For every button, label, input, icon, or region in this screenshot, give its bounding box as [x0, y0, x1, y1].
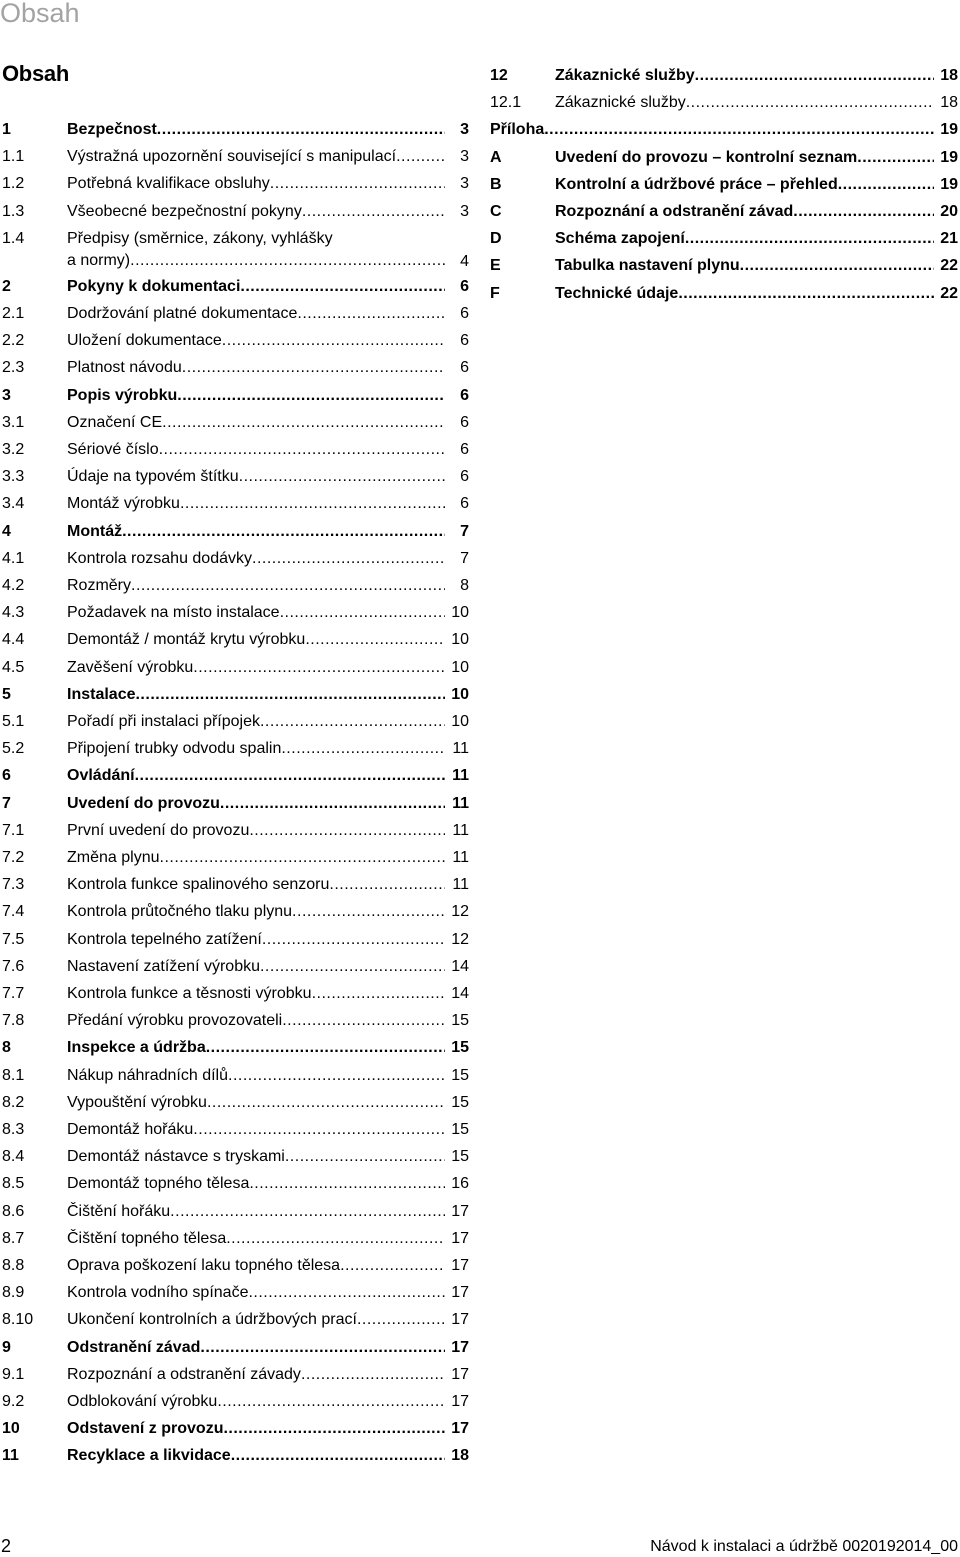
toc-entry-page: 6	[460, 413, 469, 431]
toc-entry-title: Rozpoznání a odstranění závad .....	[555, 198, 934, 225]
toc-entry-number: 8.6	[2, 1202, 25, 1220]
toc-entry-page: 16	[451, 1175, 469, 1193]
toc-entry-number: 8.9	[2, 1284, 25, 1302]
toc-entry[interactable]	[2, 1089, 469, 1116]
toc-entry-title: Demontáž / montáž krytu výrobku .....	[67, 626, 445, 653]
toc-entry-number: 1.4	[2, 229, 25, 247]
toc-entry-page: 6	[460, 441, 469, 458]
toc-entry-number: 7.1	[2, 821, 25, 839]
toc-entry-page: 18	[940, 67, 958, 84]
toc-entry-number: 1.3	[2, 202, 25, 220]
toc-entry-page: 22	[940, 257, 958, 275]
toc-entry-number: 2.1	[2, 305, 25, 322]
toc-entry-title: Zavěšení výrobku .....	[67, 654, 445, 681]
toc-entry-page: 17	[451, 1393, 469, 1410]
toc-entry-title: Požadavek na místo instalace .....	[67, 599, 445, 626]
toc-entry[interactable]	[2, 545, 469, 572]
toc-entry-number: C	[490, 203, 502, 220]
toc-entry[interactable]	[2, 436, 469, 463]
toc-entry-number: 5	[2, 685, 11, 703]
toc-entry[interactable]	[2, 518, 469, 545]
toc-entry-title: Oprava poškození laku topného tělesa .....	[67, 1252, 445, 1279]
toc-entry-number: 8.7	[2, 1229, 25, 1247]
toc-entry-title: Kontrola průtočného tlaku plynu .....	[67, 898, 445, 925]
toc-entry-title: Kontrola rozsahu dodávky .....	[67, 545, 445, 572]
toc-entry[interactable]	[2, 273, 469, 300]
toc-entry-page: 11	[452, 767, 469, 785]
toc-entry-page: 10	[451, 713, 469, 730]
toc-entry-number: 12.1	[490, 94, 522, 112]
toc-entry-number: 3.3	[2, 468, 25, 486]
toc-entry-number: 1.1	[2, 148, 25, 166]
toc-entry[interactable]	[2, 327, 469, 354]
toc-entry-title: Tabulka nastavení plynu .....	[555, 252, 934, 279]
toc-entry[interactable]	[2, 1279, 469, 1306]
toc-entry-title: Odblokování výrobku .....	[67, 1388, 445, 1415]
toc-entry-page: 17	[451, 1365, 469, 1383]
toc-entry-title: Uvedení do provozu .....	[67, 790, 445, 817]
toc-entry[interactable]	[490, 280, 958, 307]
toc-entry-number: 8.2	[2, 1093, 25, 1111]
toc-entry-title: Inspekce a údržba .....	[67, 1034, 445, 1061]
toc-entry-page: 7	[460, 549, 469, 567]
toc-entry-title: Montáž .....	[67, 518, 445, 545]
toc-entry-page: 3	[460, 175, 469, 193]
toc-entry[interactable]	[2, 898, 469, 925]
toc-entry[interactable]	[2, 654, 469, 681]
toc-entry-page: 17	[451, 1284, 469, 1302]
footer-document-title: Návod k instalaci a údržbě 0020192014_00	[650, 1538, 958, 1555]
toc-entry-page: 6	[460, 386, 469, 404]
toc-entry[interactable]	[2, 926, 469, 953]
toc-entry[interactable]	[2, 871, 469, 898]
toc-entry[interactable]	[2, 198, 469, 225]
toc-entry-title: Rozpoznání a odstranění závady .....	[67, 1361, 445, 1388]
toc-entry-page: 19	[940, 148, 958, 166]
toc-entry-title: Odstavení z provozu .....	[67, 1415, 445, 1442]
toc-entry-page: 11	[452, 821, 469, 839]
toc-entry-page: 11	[452, 849, 469, 866]
toc-entry[interactable]	[2, 980, 469, 1007]
toc-entry-page: 20	[940, 203, 958, 220]
toc-entry-title: Příloha .....	[490, 116, 934, 143]
toc-entry-page: 10	[451, 685, 469, 703]
toc-entry-page: 18	[940, 94, 958, 112]
toc-entry-page: 6	[460, 332, 469, 350]
toc-entry[interactable]	[490, 198, 958, 225]
toc-entry-number: 4.1	[2, 549, 25, 567]
toc-entry-page: 14	[451, 957, 469, 975]
footer-page-number: 2	[1, 1536, 12, 1556]
toc-entry-number: 8.4	[2, 1148, 25, 1166]
toc-entry-page: 6	[460, 277, 469, 295]
toc-entry-page: 15	[451, 1093, 469, 1111]
toc-entry-title: Recyklace a likvidace .....	[67, 1442, 445, 1469]
toc-entry[interactable]	[2, 354, 469, 381]
toc-entry-number: 8.8	[2, 1257, 25, 1274]
toc-entry[interactable]	[2, 1143, 469, 1170]
toc-entry-title: Čištění topného tělesa .....	[67, 1225, 445, 1252]
toc-entry-title: Bezpečnost .....	[67, 116, 445, 143]
toc-entry-title: Připojení trubky odvodu spalin .....	[67, 735, 445, 762]
toc-entry[interactable]	[2, 409, 469, 436]
toc-entry-title: Ukončení kontrolních a údržbových prací .....	[67, 1306, 445, 1333]
toc-entry-title: Vypouštění výrobku .....	[67, 1089, 445, 1116]
toc-entry[interactable]	[2, 1198, 469, 1225]
toc-entry-number: 7	[2, 794, 11, 812]
toc-entry-title: Sériové číslo .....	[67, 436, 445, 463]
toc-entry[interactable]	[2, 1252, 469, 1279]
toc-entry-number: 7.3	[2, 876, 25, 894]
toc-entry[interactable]	[2, 1442, 469, 1469]
toc-entry-number: 2.3	[2, 359, 25, 377]
toc-entry-title: Všeobecné bezpečnostní pokyny .....	[67, 198, 445, 225]
toc-entry-number: 8.1	[2, 1066, 25, 1084]
toc-entry-title: Uvedení do provozu – kontrolní seznam .....	[555, 144, 934, 171]
toc-entry-page: 12	[451, 930, 469, 948]
toc-entry-number: 1.2	[2, 175, 25, 193]
toc-entry-number: 4.2	[2, 577, 25, 594]
toc-entry-title: Výstražná upozornění související s manipulací .....	[67, 143, 445, 170]
toc-entry[interactable]	[2, 626, 469, 653]
toc-entry-title: Platnost návodu .....	[67, 354, 445, 381]
toc-entry-number: A	[490, 148, 502, 166]
toc-entry-title: Nákup náhradních dílů .....	[67, 1062, 445, 1089]
toc-entry-page: 14	[451, 985, 469, 1002]
toc-entry-number: 3.4	[2, 495, 25, 513]
running-header-title: Obsah	[0, 0, 80, 28]
toc-entry-page: 17	[451, 1338, 469, 1356]
toc-entry[interactable]	[2, 463, 469, 490]
toc-entry-number: 8.3	[2, 1121, 25, 1138]
toc-entry-title: Označení CE .....	[67, 409, 445, 436]
toc-entry[interactable]	[2, 382, 469, 409]
toc-entry[interactable]	[2, 681, 469, 708]
toc-entry-page: 8	[460, 577, 469, 594]
toc-entry-number: 8	[2, 1039, 11, 1057]
toc-entry[interactable]	[2, 225, 469, 273]
toc-entry-page: 17	[451, 1257, 469, 1274]
toc-entry-number: 11	[2, 1447, 19, 1465]
toc-entry[interactable]	[2, 817, 469, 844]
toc-entry-number: 7.4	[2, 903, 25, 921]
toc-entry[interactable]	[490, 225, 958, 252]
toc-entry[interactable]	[2, 844, 469, 871]
toc-entry[interactable]	[2, 762, 469, 789]
toc-entry-number: 1	[2, 121, 11, 138]
toc-entry[interactable]	[2, 1062, 469, 1089]
toc-entry-title: Údaje na typovém štítku .....	[67, 463, 445, 490]
toc-entry[interactable]	[2, 599, 469, 626]
toc-entry-number: 3.1	[2, 413, 25, 431]
toc-entry-title: Technické údaje .....	[555, 280, 934, 307]
toc-entry-number: 3.2	[2, 441, 25, 458]
toc-entry-page: 17	[451, 1420, 469, 1438]
toc-entry[interactable]	[2, 572, 469, 599]
toc-entry-title: Kontrolní a údržbové práce – přehled .....	[555, 171, 934, 198]
toc-entry[interactable]	[490, 116, 958, 143]
toc-entry[interactable]	[490, 252, 958, 279]
toc-entry-number: 4.4	[2, 631, 25, 649]
toc-entry-title: Uložení dokumentace .....	[67, 327, 445, 354]
toc-entry-number: 7.7	[2, 985, 25, 1002]
toc-entry-number: 3	[2, 386, 11, 404]
toc-entry[interactable]	[2, 1034, 469, 1061]
toc-entry-page: 17	[451, 1229, 469, 1247]
toc-entry-number: 5.1	[2, 713, 25, 730]
toc-entry-number: 5.2	[2, 740, 25, 758]
toc-entry[interactable]	[2, 1116, 469, 1143]
toc-entry-title: Rozměry .....	[67, 572, 445, 599]
toc-entry-number: 9.1	[2, 1365, 25, 1383]
toc-entry-number: F	[490, 284, 500, 302]
toc-entry-page: 15	[451, 1121, 469, 1138]
toc-entry[interactable]	[2, 170, 469, 197]
toc-entry[interactable]	[2, 300, 469, 327]
toc-entry-number: 4	[2, 522, 11, 540]
toc-entry-title: Demontáž topného tělesa .....	[67, 1170, 445, 1197]
toc-entry-number: 9.2	[2, 1393, 25, 1410]
toc-entry-page: 10	[451, 604, 469, 622]
toc-entry-page: 6	[460, 359, 469, 377]
toc-entry-title: Předpisy (směrnice, zákony, vyhlášky a normy) .....	[67, 225, 445, 272]
toc-entry-title: Změna plynu .....	[67, 844, 445, 871]
toc-entry-page: 6	[460, 305, 469, 322]
toc-entry-title: Kontrola vodního spínače .....	[67, 1279, 445, 1306]
toc-entry[interactable]	[490, 144, 958, 171]
toc-entry-number: 4.3	[2, 604, 25, 622]
toc-entry-page: 17	[451, 1202, 469, 1220]
toc-entry[interactable]	[490, 171, 958, 198]
toc-entry-title: Pořadí při instalaci přípojek .....	[67, 708, 445, 735]
toc-entry-title: Kontrola funkce a těsnosti výrobku .....	[67, 980, 445, 1007]
toc-entry-page: 10	[451, 631, 469, 649]
toc-entry[interactable]	[490, 62, 958, 89]
toc-entry[interactable]	[2, 708, 469, 735]
toc-entry-number: 7.8	[2, 1012, 25, 1030]
toc-entry-title: Popis výrobku .....	[67, 382, 445, 409]
page-title: Obsah	[2, 61, 69, 86]
toc-entry-number: B	[490, 175, 502, 193]
toc-entry-page: 22	[940, 284, 958, 302]
toc-entry[interactable]	[2, 1225, 469, 1252]
toc-entry-title: Kontrola funkce spalinového senzoru .....	[67, 871, 445, 898]
toc-entry-number: 12	[490, 67, 508, 84]
toc-entry-number: 7.5	[2, 930, 25, 948]
toc-entry-page: 18	[451, 1447, 469, 1465]
toc-entry-page: 4	[460, 252, 469, 270]
toc-entry-title: Odstranění závad .....	[67, 1334, 445, 1361]
toc-entry-title: Potřebná kvalifikace obsluhy .....	[67, 170, 445, 197]
toc-entry-title: Ovládání .....	[67, 762, 445, 789]
toc-entry-page: 19	[940, 121, 958, 139]
toc-entry-number: 8.10	[2, 1311, 34, 1329]
toc-entry-page: 3	[460, 121, 469, 138]
toc-entry[interactable]	[2, 1334, 469, 1361]
toc-entry[interactable]	[2, 1007, 469, 1034]
toc-entry-title: Předání výrobku provozovateli .....	[67, 1007, 445, 1034]
toc-entry[interactable]	[2, 1415, 469, 1442]
toc-entry-page: 15	[451, 1148, 469, 1166]
toc-entry-number: D	[490, 230, 502, 248]
toc-entry[interactable]	[2, 1306, 469, 1333]
toc-entry[interactable]	[2, 1388, 469, 1415]
toc-entry-page: 3	[460, 202, 469, 220]
toc-entry-page: 6	[460, 495, 469, 513]
toc-entry-page: 6	[460, 468, 469, 486]
toc-entry-title: Zákaznické služby .....	[555, 89, 934, 116]
toc-entry[interactable]	[2, 116, 469, 143]
toc-entry[interactable]	[2, 953, 469, 980]
toc-entry-page: 12	[451, 903, 469, 921]
toc-entry-number: 2.2	[2, 332, 25, 350]
toc-entry-page: 11	[452, 876, 469, 894]
toc-entry[interactable]	[2, 1361, 469, 1388]
toc-entry-title: První uvedení do provozu .....	[67, 817, 445, 844]
toc-entry-page: 10	[451, 658, 469, 676]
toc-entry-title: Schéma zapojení .....	[555, 225, 934, 252]
toc-entry-number: 6	[2, 767, 11, 785]
toc-entry[interactable]	[2, 143, 469, 170]
toc-entry-number: 7.6	[2, 957, 25, 975]
toc-entry-page: 15	[451, 1066, 469, 1084]
toc-entry-page: 11	[452, 740, 469, 758]
toc-entry-page: 7	[460, 522, 469, 540]
toc-entry-title: Demontáž nástavce s tryskami .....	[67, 1143, 445, 1170]
toc-entry-title: Zákaznické služby .....	[555, 62, 934, 89]
toc-entry-title: Demontáž hořáku .....	[67, 1116, 445, 1143]
toc-entry[interactable]	[2, 790, 469, 817]
toc-entry-title: Montáž výrobku .....	[67, 490, 445, 517]
toc-entry-page: 11	[452, 794, 469, 812]
toc-entry-page: 15	[451, 1039, 469, 1057]
toc-entry-page: 15	[451, 1012, 469, 1030]
toc-entry-title: Instalace .....	[67, 681, 445, 708]
toc-entry-title: Čištění hořáku .....	[67, 1198, 445, 1225]
toc-entry-number: 4.5	[2, 658, 25, 676]
toc-entry-title: Nastavení zatížení výrobku .....	[67, 953, 445, 980]
toc-entry-title: Pokyny k dokumentaci .....	[67, 273, 445, 300]
toc-entry-page: 3	[460, 148, 469, 166]
toc-entry-number: 7.2	[2, 849, 25, 866]
toc-entry-number: 10	[2, 1420, 20, 1438]
toc-entry-title: Dodržování platné dokumentace .....	[67, 300, 445, 327]
toc-entry-page: 19	[940, 175, 958, 193]
toc-entry[interactable]	[2, 490, 469, 517]
toc-entry[interactable]	[490, 89, 958, 116]
toc-entry[interactable]	[2, 735, 469, 762]
toc-entry-page: 17	[451, 1311, 469, 1329]
toc-entry-number: 9	[2, 1338, 11, 1356]
toc-entry-number: 8.5	[2, 1175, 25, 1193]
toc-entry-title: Kontrola tepelného zatížení .....	[67, 926, 445, 953]
toc-entry-page: 21	[940, 230, 958, 248]
toc-entry-number: E	[490, 257, 501, 275]
toc-entry-number: 2	[2, 277, 11, 295]
toc-entry[interactable]	[2, 1170, 469, 1197]
